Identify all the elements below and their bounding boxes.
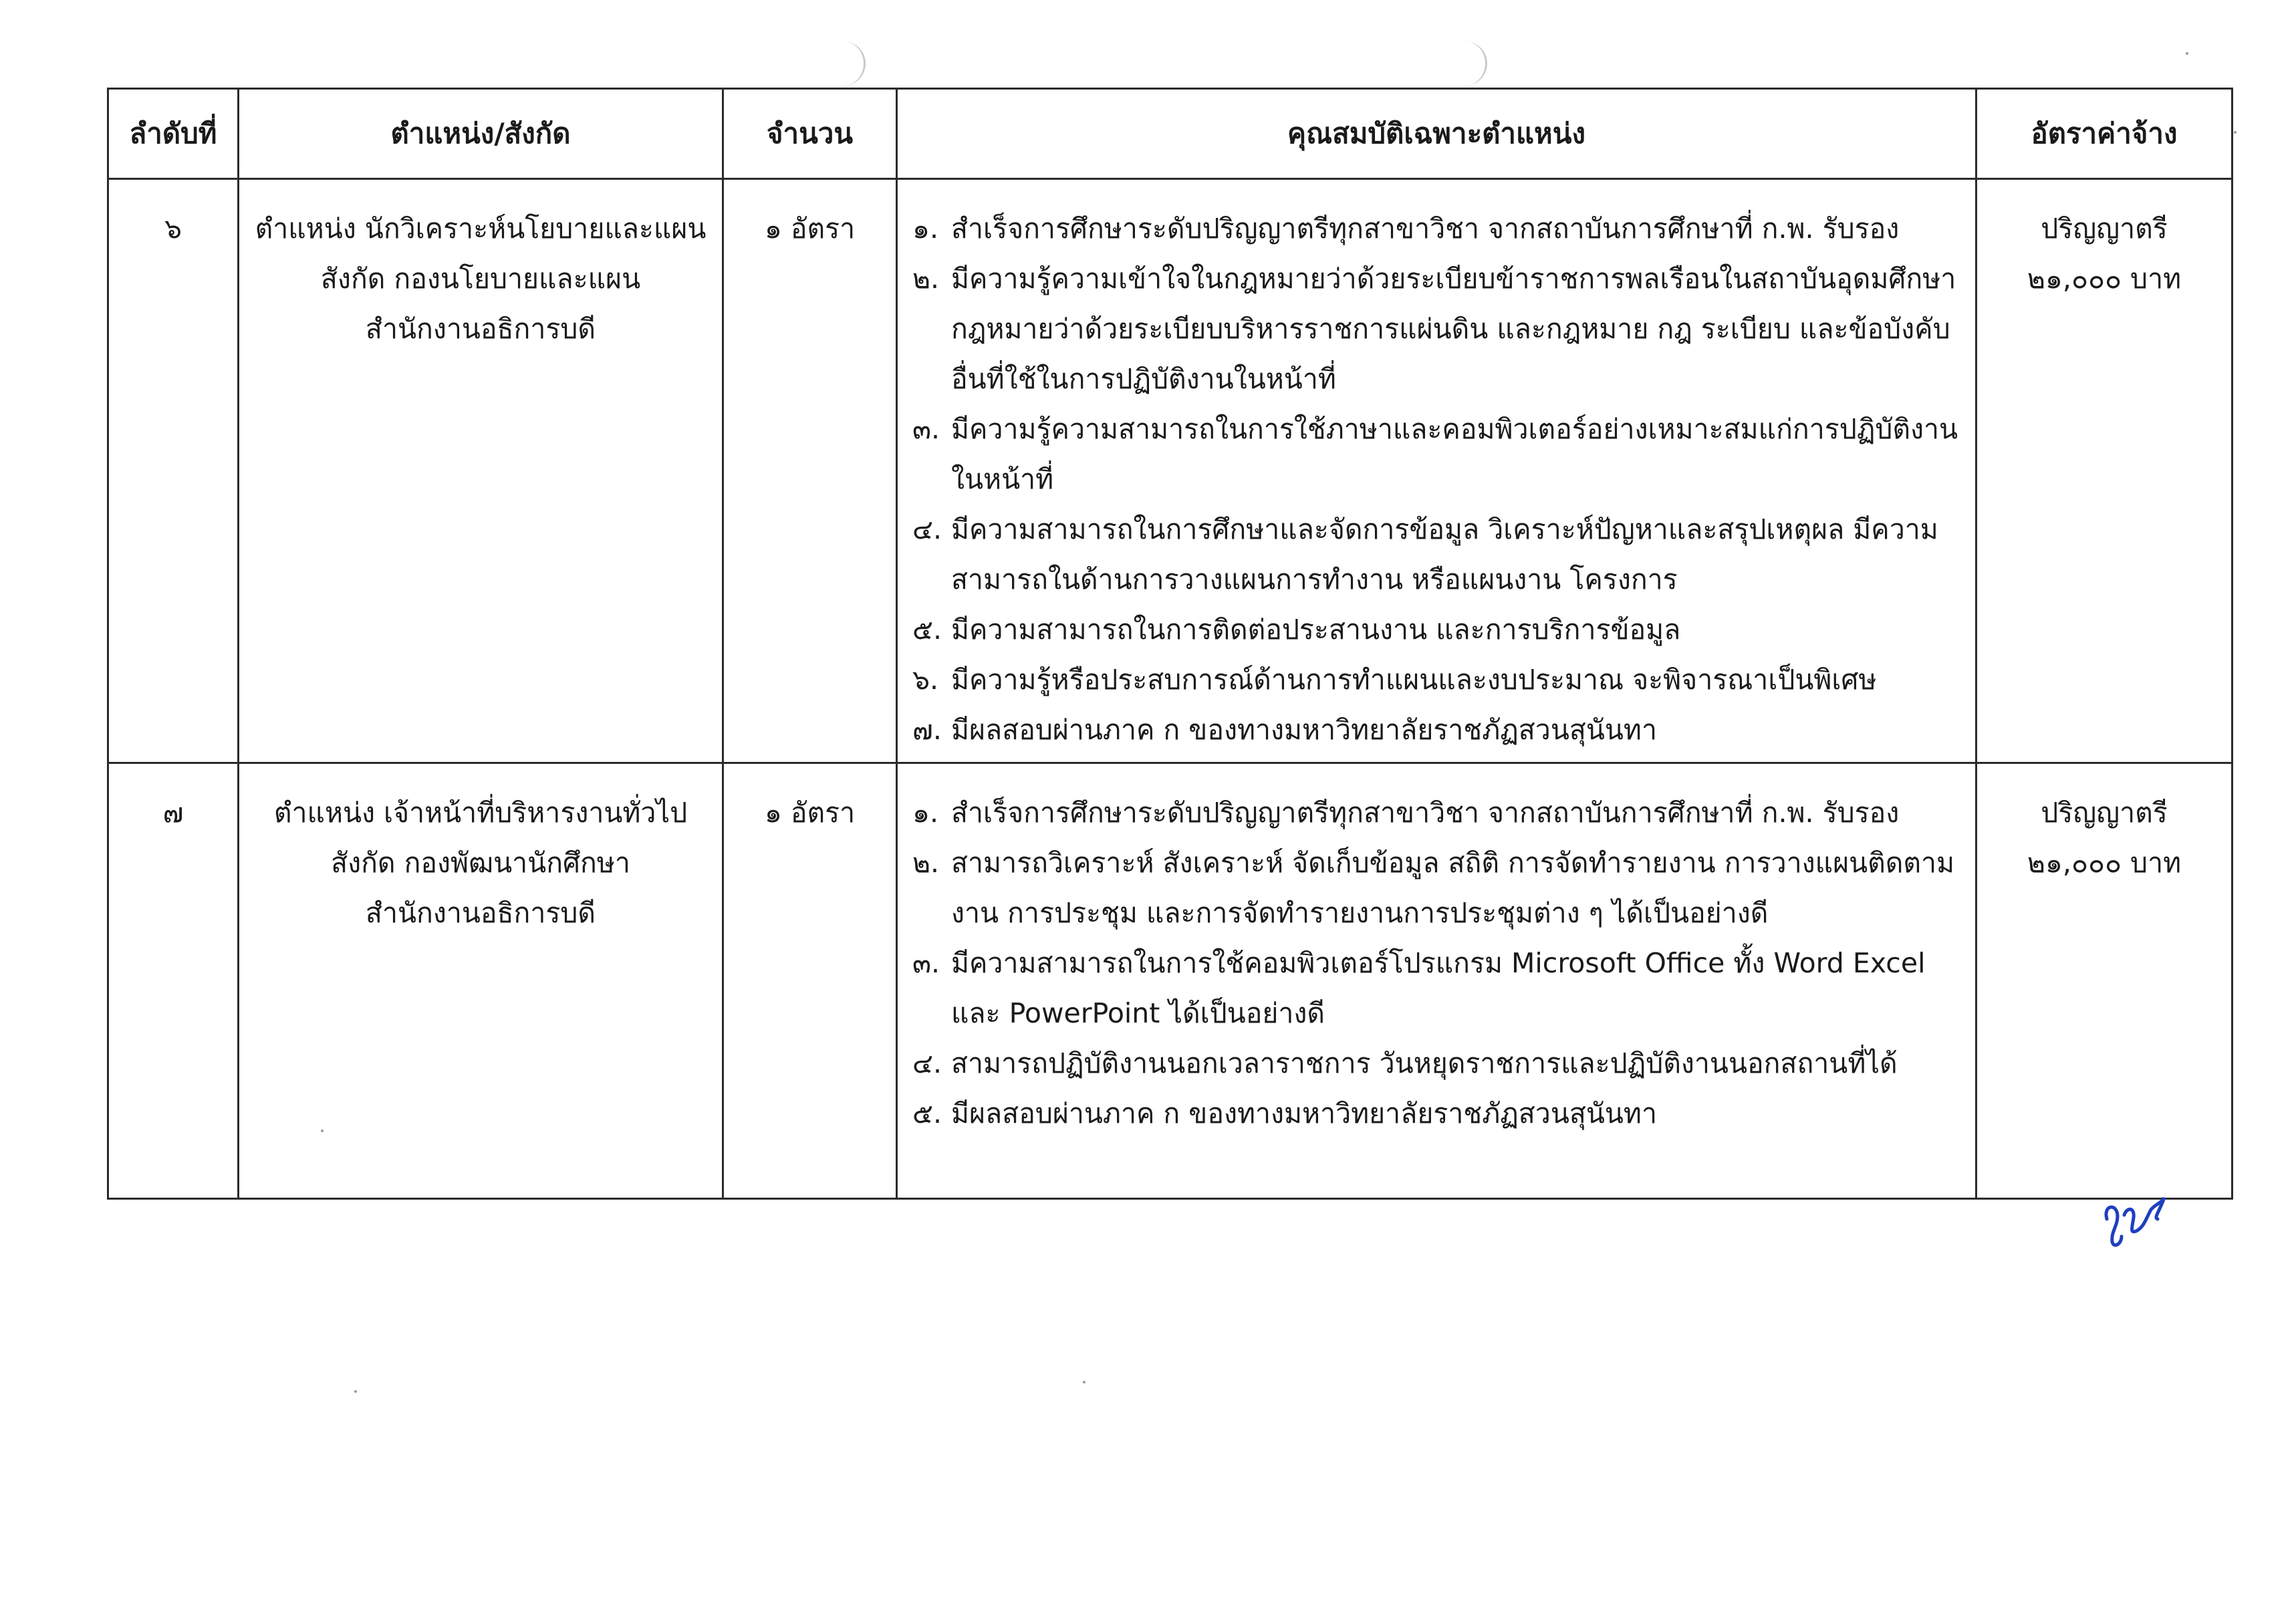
qualification-item (912, 505, 1960, 605)
position-title: ตำแหน่ง นักวิเคราะห์นโยบายและแผน (255, 213, 707, 245)
table-row (108, 179, 2233, 763)
qualification-text: มีผลสอบผ่านภาค ก ของทางมหาวิทยาลัยราชภัฏสวนสุนันทา (951, 714, 1657, 746)
qualification-number: ๒. (912, 263, 940, 295)
row-number: ๗ (108, 763, 239, 1199)
binder-hole-mark (1465, 41, 1487, 86)
qualifications-list (912, 788, 1960, 1139)
scan-speck (1083, 1381, 1086, 1383)
header-count: จำนวน (723, 89, 897, 179)
position-cell (239, 179, 723, 763)
qualification-text: สำเร็จการศึกษาระดับปริญญาตรีทุกสาขาวิชา จากสถาบันการศึกษาที่ ก.พ. รับรอง (951, 797, 1900, 829)
qualification-item (912, 705, 1960, 755)
rate-degree: ปริญญาตรี (2041, 213, 2168, 245)
signature-initials-icon (2097, 1178, 2171, 1251)
qualification-item (912, 404, 1960, 505)
qualification-item (912, 1039, 1960, 1089)
table-row (108, 763, 2233, 1199)
qualifications-list (912, 204, 1960, 755)
qualification-text: มีความรู้หรือประสบการณ์ด้านการทำแผนและงบประมาณ จะพิจารณาเป็นพิเศษ (951, 664, 1877, 696)
qualification-number: ๔. (912, 1047, 942, 1079)
qualification-text: มีความสามารถในการศึกษาและจัดการข้อมูล วิเคราะห์ปัญหาและสรุปเหตุผล มีความสามารถในด้านการวางแผนการทำงาน หรือแผนงาน โครงการ (951, 513, 1938, 595)
qualification-text: มีความสามารถในการใช้คอมพิวเตอร์โปรแกรม Microsoft Office ทั้ง Word Excel และ PowerPoint ได้เป็นอย่างดี (951, 947, 1926, 1029)
qualification-number: ๓. (912, 413, 940, 445)
count-cell: ๑ อัตรา (723, 179, 897, 763)
qualification-number: ๒. (912, 847, 940, 879)
header-rate: อัตราค่าจ้าง (1976, 89, 2233, 179)
position-cell (239, 763, 723, 1199)
header-no: ลำดับที่ (108, 89, 239, 179)
qualification-text: มีผลสอบผ่านภาค ก ของทางมหาวิทยาลัยราชภัฏสวนสุนันทา (951, 1097, 1657, 1129)
binder-hole-mark (844, 41, 866, 86)
position-division: สังกัด กองนโยบายและแผน (320, 263, 641, 295)
qualifications-cell (897, 763, 1976, 1199)
qualification-item (912, 938, 1960, 1039)
qualification-number: ๗. (912, 714, 942, 746)
position-office: สำนักงานอธิการบดี (365, 897, 596, 929)
scan-speck (2234, 131, 2237, 134)
qualification-text: มีความสามารถในการติดต่อประสานงาน และการบริการข้อมูล (951, 614, 1681, 646)
rate-degree: ปริญญาตรี (2041, 797, 2168, 829)
qualification-text: สามารถวิเคราะห์ สังเคราะห์ จัดเก็บข้อมูล สถิติ การจัดทำรายงาน การวางแผนติดตามงาน การประชุม และการจัดทำรายงานการประชุมต่าง ๆ ได้เป็นอย่างดี (951, 847, 1955, 929)
qualification-number: ๖. (912, 664, 939, 696)
qualification-text: มีความรู้ความสามารถในการใช้ภาษาและคอมพิวเตอร์อย่างเหมาะสมแก่การปฏิบัติงานในหน้าที่ (951, 413, 1958, 495)
qualification-item (912, 838, 1960, 938)
qualifications-cell (897, 179, 1976, 763)
qualification-item (912, 788, 1960, 838)
position-office: สำนักงานอธิการบดี (365, 313, 596, 345)
header-qualifications: คุณสมบัติเฉพาะตำแหน่ง (897, 89, 1976, 179)
rate-cell (1976, 763, 2233, 1199)
rate-amount: ๒๑,๐๐๐ บาท (2027, 263, 2182, 295)
qualification-text: สามารถปฏิบัติงานนอกเวลาราชการ วันหยุดราชการและปฏิบัติงานนอกสถานที่ได้ (951, 1047, 1898, 1079)
positions-table (107, 88, 2233, 1200)
qualification-number: ๕. (912, 614, 942, 646)
qualification-number: ๓. (912, 947, 940, 979)
position-title: ตำแหน่ง เจ้าหน้าที่บริหารงานทั่วไป (273, 797, 688, 829)
qualification-number: ๑. (912, 797, 939, 829)
qualification-item (912, 254, 1960, 404)
scan-speck (2186, 52, 2188, 55)
rate-cell (1976, 179, 2233, 763)
count-cell: ๑ อัตรา (723, 763, 897, 1199)
qualification-item (912, 655, 1960, 705)
qualification-number: ๕. (912, 1097, 942, 1129)
rate-amount: ๒๑,๐๐๐ บาท (2027, 847, 2182, 879)
position-division: สังกัด กองพัฒนานักศึกษา (331, 847, 630, 879)
qualification-number: ๑. (912, 213, 939, 245)
qualification-text: มีความรู้ความเข้าใจในกฎหมายว่าด้วยระเบียบข้าราชการพลเรือนในสถาบันอุดมศึกษา กฎหมายว่าด้วยระเบียบบริหารราชการแผ่นดิน และกฎหมาย กฎ ระเบียบ และข้อบังคับอื่นที่ใช้ในการปฏิบัติงานในหน้าที่ (951, 263, 1956, 395)
header-position: ตำแหน่ง/สังกัด (239, 89, 723, 179)
row-number: ๖ (108, 179, 239, 763)
table-header-row (108, 89, 2233, 179)
qualification-number: ๔. (912, 513, 942, 545)
scan-speck (321, 1129, 324, 1132)
qualification-item (912, 204, 1960, 254)
qualification-item (912, 605, 1960, 655)
scan-speck (354, 1390, 357, 1393)
qualification-item (912, 1089, 1960, 1139)
qualification-text: สำเร็จการศึกษาระดับปริญญาตรีทุกสาขาวิชา จากสถาบันการศึกษาที่ ก.พ. รับรอง (951, 213, 1900, 245)
